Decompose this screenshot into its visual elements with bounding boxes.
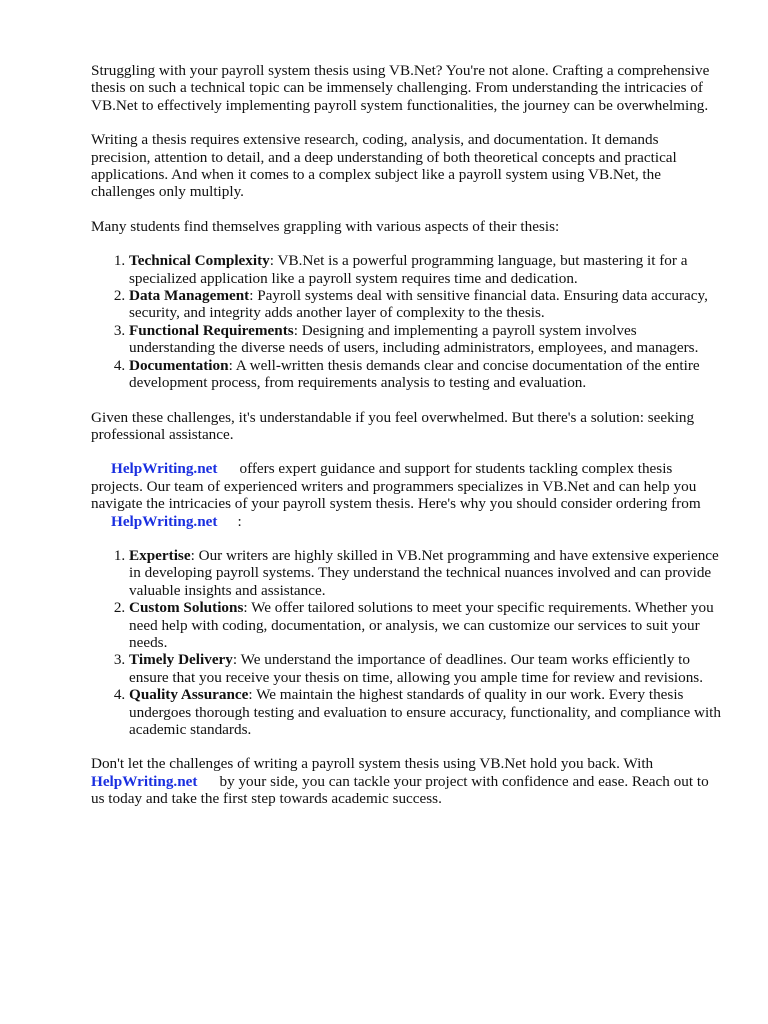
item-title: Quality Assurance <box>129 686 249 704</box>
item-title: Functional Requirements <box>129 321 294 339</box>
item-title: Technical Complexity <box>129 252 270 270</box>
solution-paragraph-1: Given these challenges, it's understandable if you feel overwhelmed. But there's a solution: seeking professional assistance. <box>91 408 695 443</box>
intro-paragraph-1: Struggling with your payroll system thesis using VB.Net? You're not alone. Crafting a comprehensive thesis on such a technical topic can be immensely challenging. From understanding the intricacies of VB.Net to effectively implementing payroll system functionalities, the journey can be overwhelming. <box>91 62 710 114</box>
item-text: : Our writers are highly skilled in VB.Net programming and have extensive experience in developing payroll systems. They understand the technical nuances involved and can provide valuable insights and assistance. <box>129 546 719 599</box>
item-text: : Payroll systems deal with sensitive financial data. Ensuring data accuracy, security, and integrity adds another layer of complexity to the thesis. <box>129 287 708 322</box>
helpwriting-link-1[interactable]: HelpWriting.net <box>111 460 218 478</box>
item-text: : Designing and implementing a payroll system involves understanding the diverse needs of users, including administrators, employees, and managers. <box>129 321 699 357</box>
item-text: : We offer tailored solutions to meet your specific requirements. Whether you need help with coding, documentation, or analysis, we can customize our services to suit your needs. <box>129 599 714 651</box>
list-item <box>129 252 721 287</box>
item-title: Timely Delivery <box>129 651 233 669</box>
closing-text-a: Don't let the challenges of writing a payroll system thesis using VB.Net hold you back. With <box>91 755 654 773</box>
solution-text-a: offers expert guidance and support for students tackling complex thesis projects. Our team of experienced writers and programmers specializes in VB.Net and can help you navigate the intricacies of your payroll system thesis. Here's why you should consider ordering from <box>91 460 701 513</box>
item-text: : We understand the importance of deadlines. Our team works efficiently to ensure that you receive your thesis on time, allowing you ample time for review and revisions. <box>129 651 704 686</box>
item-title: Data Management <box>129 287 250 305</box>
intro-paragraph-3: Many students find themselves grappling with various aspects of their thesis: <box>91 217 560 235</box>
document-body <box>91 62 721 825</box>
list-item <box>129 322 721 357</box>
intro-paragraph-2: Writing a thesis requires extensive research, coding, analysis, and documentation. It demands precision, attention to detail, and a deep understanding of both theoretical concepts and practical applications. And when it comes to a complex subject like a payroll system using VB.Net, the challenges only multiply. <box>91 131 677 201</box>
item-title: Expertise <box>129 546 191 564</box>
helpwriting-link-3[interactable]: HelpWriting.net <box>91 772 198 790</box>
item-title: Custom Solutions <box>129 599 244 617</box>
list-item <box>129 651 721 686</box>
helpwriting-link-2[interactable]: HelpWriting.net <box>111 512 218 530</box>
item-title: Documentation <box>129 356 229 374</box>
solution-paragraph-2 <box>91 460 721 530</box>
list-item <box>129 599 721 651</box>
list-item <box>129 686 721 738</box>
solution-text-b: : <box>237 512 242 530</box>
list-item <box>129 357 721 392</box>
benefits-list <box>91 547 721 738</box>
challenges-list <box>91 252 721 391</box>
item-text: : A well-written thesis demands clear and concise documentation of the entire development process, from requirements analysis to testing and evaluation. <box>129 356 700 392</box>
list-item <box>129 547 721 599</box>
closing-paragraph <box>91 755 721 807</box>
item-text: : VB.Net is a powerful programming language, but mastering it for a specialized application like a payroll system requires time and dedication. <box>129 252 688 287</box>
item-text: : We maintain the highest standards of quality in our work. Every thesis undergoes thorough testing and evaluation to ensure accuracy, functionality, and compliance with academic standards. <box>129 686 721 738</box>
list-item <box>129 287 721 322</box>
closing-text-b: by your side, you can tackle your project with confidence and ease. Reach out to us today and take the first step towards academic success. <box>91 772 709 808</box>
